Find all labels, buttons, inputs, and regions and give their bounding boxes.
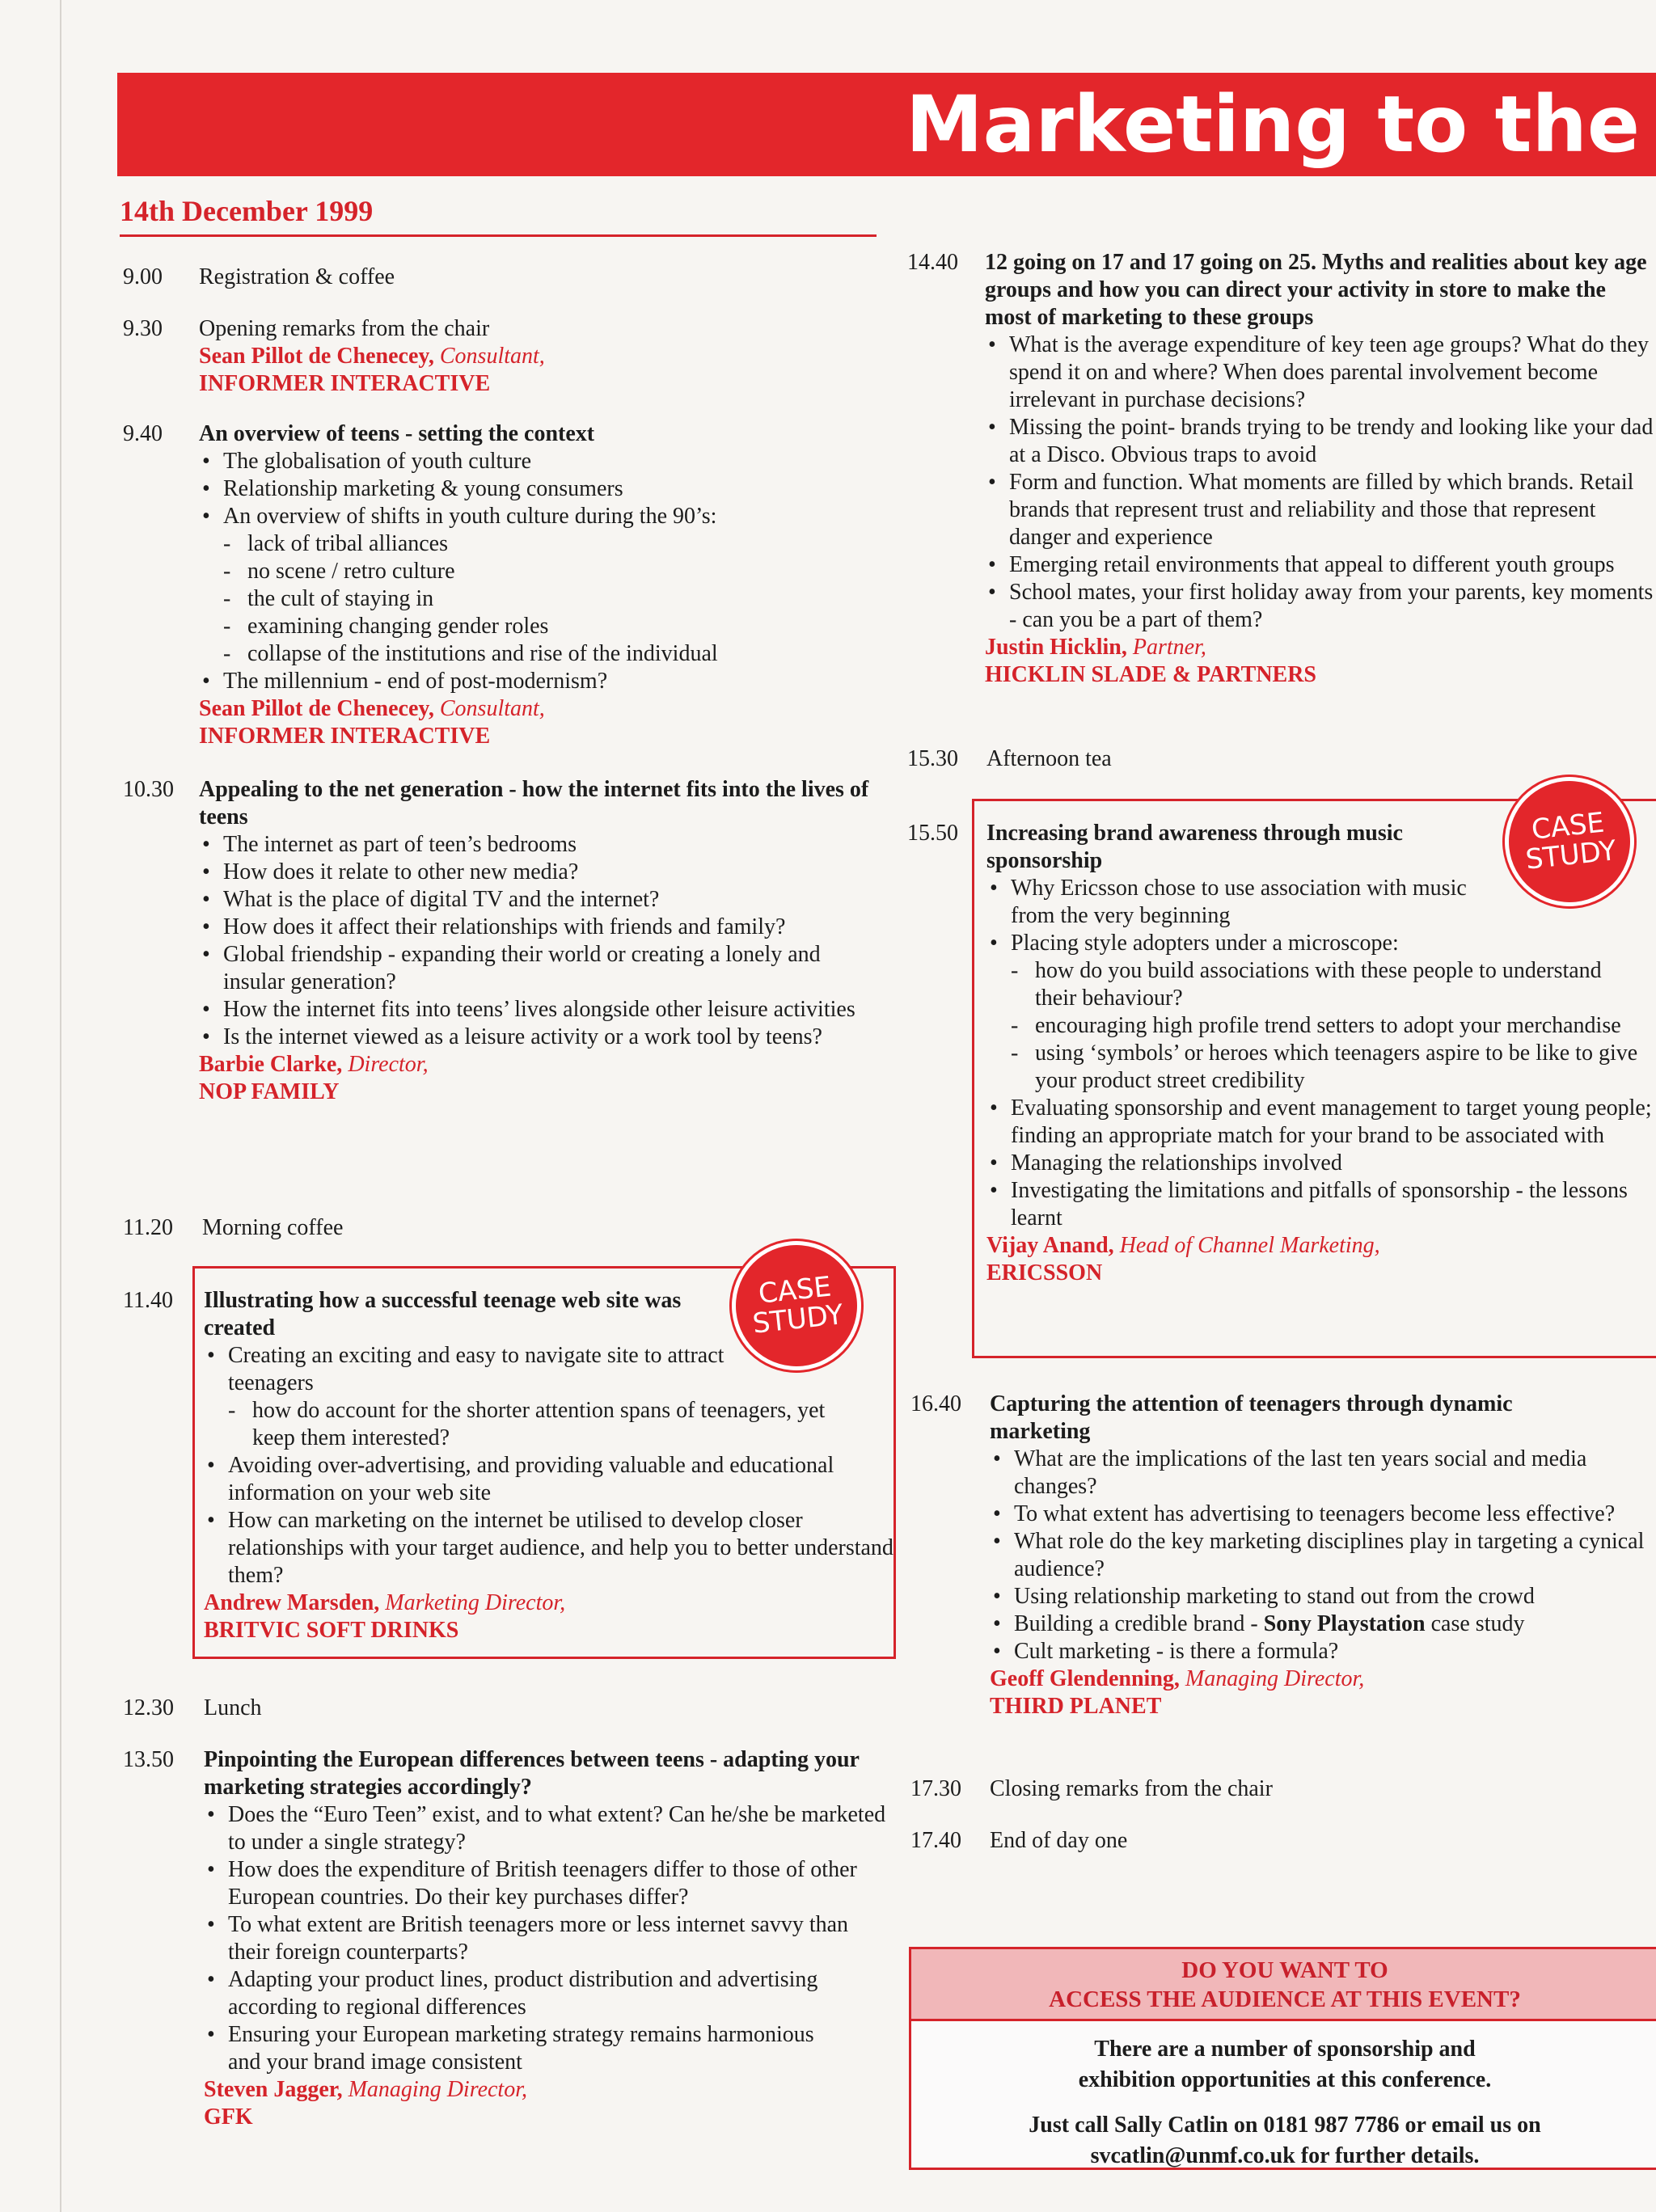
- bullet-item: • Does the “Euro Teen” exist, and to what extent? Can he/she be marketed to under a single strategy?: [204, 1801, 891, 1856]
- speaker-role: Managing Director,: [348, 2077, 527, 2102]
- session-title: An overview of teens - setting the context: [199, 421, 595, 446]
- event-date: 14th December 1999: [120, 195, 374, 227]
- bullet-item: • Adapting your product lines, product distribution and advertising according to regional differences: [204, 1966, 843, 2021]
- bullet-item: • How does it relate to other new media?: [199, 859, 878, 886]
- bullet-item: • How the internet fits into teens’ lives alongside other leisure activities: [199, 996, 878, 1024]
- bullet-item: • Form and function. What moments are filled by which brands. Retail brands that represent trust and reliability and those that represent danger and experience: [985, 469, 1656, 551]
- speaker-org: THIRD PLANET: [990, 1694, 1162, 1719]
- sub-bullet-item: - how do you build associations with these people to understand their behaviour?: [986, 957, 1633, 1012]
- session-title: Illustrating how a successful teenage web site was created: [204, 1288, 682, 1340]
- session-time: 15.50: [907, 821, 958, 846]
- bullet-list: [199, 831, 878, 1051]
- bullet-item: • The globalisation of youth culture: [199, 448, 875, 475]
- sub-bullet-item: - using ‘symbols’ or heroes which teenagers aspire to be like to give your product street credibility: [986, 1040, 1654, 1095]
- bullet-item: • What is the average expenditure of key teen age groups? What do they spend it on and where? When does parental involvement become irrelevant in purchase decisions?: [985, 331, 1656, 414]
- bullet-item: • What role do the key marketing disciplines play in targeting a cynical audience?: [990, 1528, 1656, 1583]
- session-text: Registration & coffee: [199, 264, 395, 289]
- sub-bullet-item: - collapse of the institutions and rise of the individual: [199, 640, 875, 668]
- bullet-item: • Is the internet viewed as a leisure activity or a work tool by teens?: [199, 1024, 862, 1051]
- speaker-name: Vijay Anand,: [986, 1233, 1114, 1258]
- session-time: 17.40: [910, 1828, 961, 1853]
- sub-bullet-item: - no scene / retro culture: [199, 558, 875, 585]
- bullet-item: • Ensuring your European marketing strategy remains harmonious and your brand image consistent: [204, 2021, 843, 2076]
- bullet-list: [204, 1801, 891, 2076]
- sub-bullet-item: - how do account for the shorter attention spans of teenagers, yet keep them interested?: [204, 1397, 867, 1452]
- speaker-name: Geoff Glendenning,: [990, 1666, 1180, 1691]
- page-margin-line: [60, 0, 61, 2212]
- bullet-item: • The millennium - end of post-modernism?: [199, 668, 875, 695]
- speaker-org: INFORMER INTERACTIVE: [199, 371, 491, 396]
- speaker-org: ERICSSON: [986, 1260, 1103, 1285]
- speaker-role: Consultant,: [439, 344, 545, 369]
- bullet-item: • Avoiding over-advertising, and providing valuable and educational information on your web site: [204, 1452, 843, 1507]
- case-study-badge: CASE STUDY: [730, 1239, 864, 1373]
- sub-bullet-item: - the cult of staying in: [199, 585, 875, 613]
- callout-heading: DO YOU WANT TO ACCESS THE AUDIENCE AT THIS EVENT?: [911, 1949, 1656, 2021]
- date-underline: [120, 234, 877, 237]
- bullet-item: • Why Ericsson chose to use association with music from the very beginning: [986, 875, 1512, 930]
- bullet-item: • The internet as part of teen’s bedrooms: [199, 831, 878, 859]
- bullet-item: • Missing the point- brands trying to be trendy and looking like your dad at a Disco. Obvious traps to avoid: [985, 414, 1656, 469]
- speaker-org: HICKLIN SLADE & PARTNERS: [985, 662, 1317, 687]
- session-time: 15.30: [907, 746, 958, 771]
- session-time: 11.20: [123, 1215, 173, 1240]
- speaker-org: INFORMER INTERACTIVE: [199, 724, 491, 749]
- session-title: Pinpointing the European differences between teens - adapting your marketing strategies accordingly?: [204, 1747, 860, 1800]
- session-text: Lunch: [204, 1695, 262, 1720]
- speaker-name: Justin Hicklin,: [985, 635, 1127, 660]
- speaker-role: Consultant,: [439, 696, 545, 721]
- session-time: 13.50: [123, 1747, 174, 1772]
- bullet-item: • Using relationship marketing to stand out from the crowd: [990, 1583, 1656, 1610]
- title-banner: [117, 73, 1656, 176]
- session-time: 9.40: [123, 421, 163, 446]
- bullet-item: • School mates, your first holiday away from your parents, key moments - can you be a part of them?: [985, 579, 1656, 634]
- session-title: Appealing to the net generation - how the internet fits into the lives of teens: [199, 777, 869, 830]
- speaker-name: Steven Jagger,: [204, 2077, 343, 2102]
- contact-email: svcatlin@unmf.co.uk for further details.: [1090, 2143, 1480, 2168]
- callout-body: There are a number of sponsorship and exhibition opportunities at this conference. Just call Sally Catlin on 0181 987 7786 or email us on svcatlin@unmf.co.uk for further details.: [1029, 2037, 1541, 2168]
- bullet-item: • What is the place of digital TV and the internet?: [199, 886, 878, 914]
- bullet-item: • Building a credible brand - Sony Playstation case study: [990, 1610, 1656, 1638]
- bullet-item: • How does the expenditure of British teenagers differ to those of other European countries. Do their key purchases differ?: [204, 1856, 875, 1911]
- sub-bullet-item: - examining changing gender roles: [199, 613, 875, 640]
- speaker-org: GFK: [204, 2104, 253, 2130]
- contact-text: Just call Sally Catlin on 0181 987 7786 or email us on: [1029, 2113, 1541, 2138]
- session-time: 16.40: [910, 1391, 961, 1416]
- bullet-list: [985, 331, 1656, 634]
- bullet-item: • Emerging retail environments that appeal to different youth groups: [985, 551, 1656, 579]
- session-text: Opening remarks from the chair: [199, 316, 490, 341]
- sponsorship-callout: [909, 1947, 1656, 2170]
- session-title: 12 going on 17 and 17 going on 25. Myths and realities about key age groups and how you can direct your activity in store to make the most of marketing to these groups: [985, 250, 1647, 330]
- bullet-item: • Managing the relationships involved: [986, 1150, 1654, 1177]
- speaker-org: NOP FAMILY: [199, 1079, 340, 1104]
- bullet-item: • Global friendship - expanding their world or creating a lonely and insular generation?: [199, 941, 838, 996]
- session-time: 17.30: [910, 1776, 961, 1801]
- session-title: Increasing brand awareness through music sponsorship: [986, 821, 1403, 873]
- bullet-item: • An overview of shifts in youth culture during the 90’s:: [199, 503, 875, 530]
- speaker-name: Sean Pillot de Chenecey,: [199, 696, 434, 721]
- bullet-item: • To what extent are British teenagers more or less internet savvy than their foreign counterparts?: [204, 1911, 859, 1966]
- bullet-item: • Investigating the limitations and pitfalls of sponsorship - the lessons learnt: [986, 1177, 1654, 1232]
- session-time: 11.40: [123, 1288, 173, 1313]
- speaker-name: Barbie Clarke,: [199, 1052, 343, 1077]
- bullet-list: [990, 1446, 1656, 1665]
- bullet-item: • How can marketing on the internet be utilised to develop closer relationships with your target audience, and help you to better understand them?: [204, 1507, 899, 1589]
- session-text: Afternoon tea: [986, 746, 1112, 771]
- session-time: 9.30: [123, 316, 163, 341]
- speaker-role: Managing Director,: [1185, 1666, 1365, 1691]
- banner-title: Marketing to the: [906, 79, 1640, 170]
- speaker-name: Sean Pillot de Chenecey,: [199, 344, 434, 369]
- sub-bullet-item: - lack of tribal alliances: [199, 530, 875, 558]
- session-time: 14.40: [907, 250, 958, 275]
- speaker-role: Director,: [348, 1052, 429, 1077]
- speaker-name: Andrew Marsden,: [204, 1590, 380, 1615]
- bullet-item: • Cult marketing - is there a formula?: [990, 1638, 1656, 1665]
- session-text: Closing remarks from the chair: [990, 1776, 1273, 1801]
- session-time: 12.30: [123, 1695, 174, 1720]
- bullet-item: • Creating an exciting and easy to navigate site to attract teenagers: [204, 1342, 746, 1397]
- session-title: Capturing the attention of teenagers through dynamic marketing: [990, 1391, 1513, 1444]
- session-time: 9.00: [123, 264, 163, 289]
- speaker-org: BRITVIC SOFT DRINKS: [204, 1618, 459, 1643]
- bullet-list: [204, 1342, 893, 1589]
- session-text: End of day one: [990, 1828, 1128, 1853]
- bullet-item: • Evaluating sponsorship and event management to target young people; finding an appropriate match for your brand to be associated with: [986, 1095, 1654, 1150]
- bullet-item: • Relationship marketing & young consumers: [199, 475, 875, 503]
- bullet-item: • What are the implications of the last ten years social and media changes?: [990, 1446, 1656, 1501]
- session-time: 10.30: [123, 777, 174, 802]
- bullet-list: [199, 448, 875, 695]
- session-text: Morning coffee: [202, 1215, 344, 1240]
- case-study-badge: CASE STUDY: [1503, 775, 1637, 909]
- sub-bullet-item: - encouraging high profile trend setters to adopt your merchandise: [986, 1012, 1633, 1040]
- speaker-role: Partner,: [1132, 635, 1206, 660]
- bullet-item: • How does it affect their relationships with friends and family?: [199, 914, 813, 941]
- speaker-role: Head of Channel Marketing,: [1119, 1233, 1380, 1258]
- speaker-role: Marketing Director,: [385, 1590, 566, 1615]
- bullet-item: • Placing style adopters under a microscope:: [986, 930, 1654, 957]
- bullet-item: • To what extent has advertising to teenagers become less effective?: [990, 1501, 1645, 1528]
- bullet-list: [986, 875, 1654, 1232]
